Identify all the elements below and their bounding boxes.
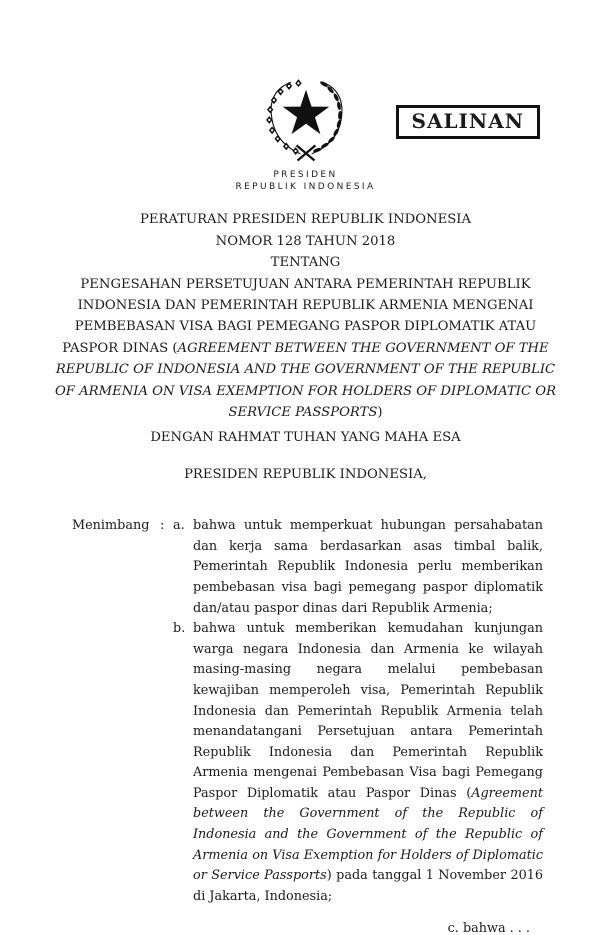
consideration-item-b (173, 619, 543, 907)
institution-line-republik: REPUBLIK INDONESIA (235, 181, 376, 192)
considerations-list (173, 516, 543, 907)
consideration-marker-a: a. (173, 518, 185, 534)
institution-line-presiden: PRESIDEN (273, 170, 338, 180)
regulation-title (53, 274, 558, 424)
text-segment: bahwa untuk memberikan kemudahan kunjungan warga negara Indonesia dan Armenia ke wilayah masing-masing negara melalui pembebasan kewajiban memperoleh visa, Pemerintah Republik Indonesia dan Pemerintah Republik Armenia telah menandatangani Persetujuan antara Pemerintah Republik Indonesia dan Pemerintah Republik Armenia mengenai Pembebasan Visa bagi Pemegang Paspor Diplomatik atau Paspor Dinas ( (193, 621, 543, 801)
page-catchword: c. bahwa . . . (447, 921, 530, 935)
regulation-type-line: PERATURAN PRESIDEN REPUBLIK INDONESIA (139, 212, 471, 227)
page-header (0, 0, 611, 166)
salinan-stamp (396, 105, 540, 139)
text-segment: bahwa untuk memperkuat hubungan persahabatan dan kerja sama berdasarkan asas timbal balik, Pemerintah Republik Indonesia perlu memberikan pembebasan visa bagi pemegang paspor diplomatik dan/atau paspor dinas dari Republik Armenia; (193, 518, 543, 616)
opening-line: PRESIDEN REPUBLIK INDONESIA, (184, 466, 427, 482)
consideration-text-a (193, 516, 543, 619)
institution-letterhead (0, 170, 611, 193)
presidential-star-emblem-icon (257, 76, 355, 162)
considerations-label: Menimbang (72, 518, 150, 534)
regulation-heading (0, 209, 611, 274)
regulation-about-label: TENTANG (270, 255, 341, 270)
text-segment: AGREEMENT BETWEEN THE GOVERNMENT OF THE REPUBLIC OF INDONESIA AND THE GOVERNMENT OF THE REPUBLIC OF ARMENIA ON VISA EXEMPTION FOR HOLDERS OF DIPLOMATIC OR SERVICE PASSPORTS (54, 340, 556, 420)
considerations-section (0, 516, 611, 907)
salinan-stamp-label: SALINAN (411, 109, 524, 133)
consideration-text-b (193, 619, 543, 907)
consideration-marker-b: b. (173, 621, 186, 637)
consideration-item-a (173, 516, 543, 619)
considerations-colon: : (160, 518, 165, 534)
text-segment: PENGESAHAN PERSETUJUAN ANTARA PEMERINTAH REPUBLIK INDONESIA DAN PEMERINTAH REPUBLIK ARMENIA MENGENAI PEMBEBASAN VISA BAGI PEMEGANG PASPOR DIPLOMATIK ATAU PASPOR DINAS ( (62, 276, 537, 356)
text-segment: ) pada tanggal 1 November 2016 di Jakarta, Indonesia; (193, 868, 544, 904)
regulation-number-line: NOMOR 128 TAHUN 2018 (215, 233, 396, 249)
text-segment: ) (377, 404, 383, 420)
motto-line: DENGAN RAHMAT TUHAN YANG MAHA ESA (150, 430, 461, 446)
text-segment: Agreement between the Government of the Republic of Indonesia and the Government of the Republic of Armenia on Visa Exemption for Holders of Diplomatic or Service Passports (193, 785, 543, 884)
